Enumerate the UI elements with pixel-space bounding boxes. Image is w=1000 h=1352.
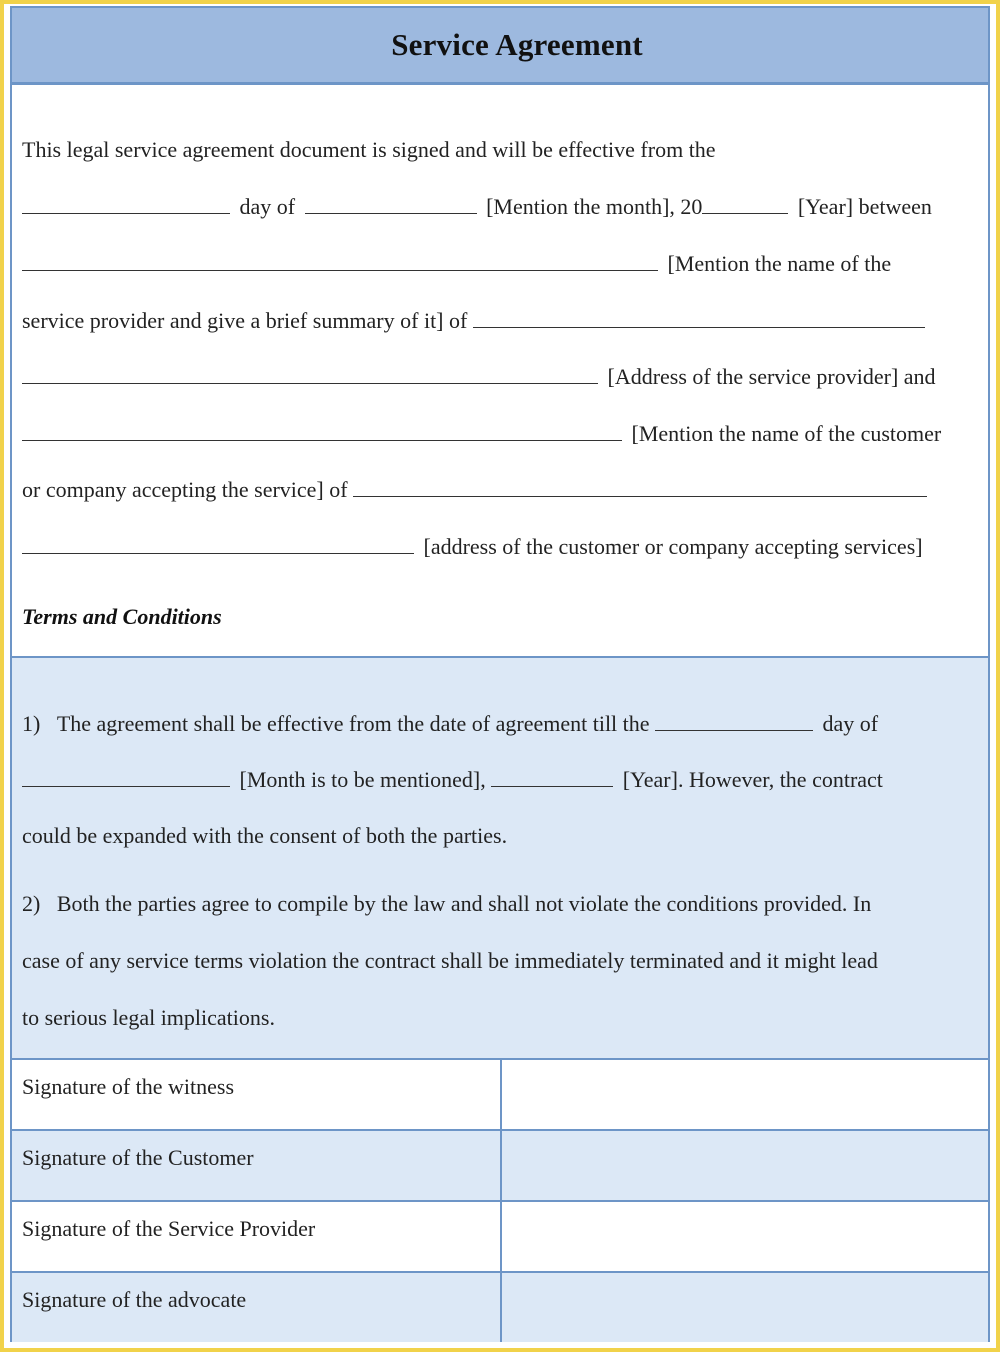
agreement-sheet [10, 6, 990, 1342]
signature-row-witness [12, 1060, 988, 1131]
term-text: could be expanded with the consent of both the parties. [22, 823, 508, 848]
intro-text: [address of the customer or company accepting services] [423, 534, 923, 559]
term-1-line-2 [22, 766, 883, 793]
signature-label: Signature of the Customer [22, 1145, 254, 1170]
intro-text: [Mention the month], 20 [486, 194, 703, 219]
blank-provider-address-field-2[interactable] [22, 363, 598, 384]
terms-body [12, 658, 988, 1060]
title-bar [12, 8, 988, 85]
terms-heading-row [12, 587, 988, 658]
signature-label: Signature of the witness [22, 1074, 235, 1099]
term-text: case of any service terms violation the contract shall be immediately terminated and it might lead [22, 948, 878, 973]
blank-end-year-field[interactable] [491, 766, 613, 787]
intro-text: [Mention the name of the [667, 251, 892, 276]
blank-month-field[interactable] [305, 193, 477, 214]
term-number: 1) [22, 711, 41, 736]
term-text: [Year]. However, the contract [622, 767, 883, 792]
signature-table [12, 1060, 988, 1342]
term-text: to serious legal implications. [22, 1005, 275, 1030]
term-1-line-3 [22, 823, 507, 849]
blank-provider-name-field[interactable] [22, 250, 658, 271]
intro-text: [Address of the service provider] and [607, 364, 936, 389]
signature-field-service-provider[interactable] [500, 1202, 990, 1271]
signature-field-customer[interactable] [500, 1131, 990, 1200]
signature-row-customer [12, 1131, 988, 1202]
signature-row-advocate [12, 1273, 988, 1342]
intro-line-8 [22, 533, 923, 560]
signature-field-advocate[interactable] [500, 1273, 990, 1342]
blank-customer-name-field[interactable] [22, 420, 622, 441]
intro-line-7 [22, 476, 931, 503]
intro-section [12, 85, 988, 589]
blank-customer-address-field[interactable] [353, 476, 927, 497]
intro-text: This legal service agreement document is signed and will be effective from the [22, 137, 716, 162]
blank-provider-address-field[interactable] [473, 307, 925, 328]
term-1-line-1 [22, 710, 878, 737]
term-2-line-2 [22, 948, 878, 974]
signature-row-service-provider [12, 1202, 988, 1273]
intro-line-4 [22, 307, 929, 334]
term-text: The agreement shall be effective from the date of agreement till the [56, 711, 650, 736]
term-number: 2) [22, 891, 41, 916]
blank-day-field[interactable] [22, 193, 230, 214]
intro-line-6 [22, 420, 941, 447]
intro-text: service provider and give a brief summary of it] of [22, 308, 468, 333]
document-title: Service Agreement [391, 27, 643, 62]
term-2-line-1 [22, 891, 871, 917]
blank-end-day-field[interactable] [655, 710, 813, 731]
signature-field-witness[interactable] [500, 1060, 990, 1129]
intro-line-2 [22, 193, 932, 220]
intro-text: [Year] between [797, 194, 932, 219]
term-text: Both the parties agree to compile by the law and shall not violate the conditions provided. In [56, 891, 872, 916]
term-2-line-3 [22, 1005, 275, 1031]
intro-text: [Mention the name of the customer [631, 421, 942, 446]
signature-label: Signature of the Service Provider [22, 1216, 316, 1241]
blank-year-field[interactable] [702, 193, 788, 214]
term-text: day of [822, 711, 879, 736]
blank-end-month-field[interactable] [22, 766, 230, 787]
term-text: [Month is to be mentioned], [239, 767, 486, 792]
intro-line-5 [22, 363, 936, 390]
intro-text: day of [239, 194, 296, 219]
intro-line-1 [22, 137, 716, 163]
intro-text: or company accepting the service] of [22, 477, 348, 502]
blank-customer-address-field-2[interactable] [22, 533, 414, 554]
signature-label: Signature of the advocate [22, 1287, 247, 1312]
intro-line-3 [22, 250, 891, 277]
terms-heading: Terms and Conditions [22, 604, 222, 629]
